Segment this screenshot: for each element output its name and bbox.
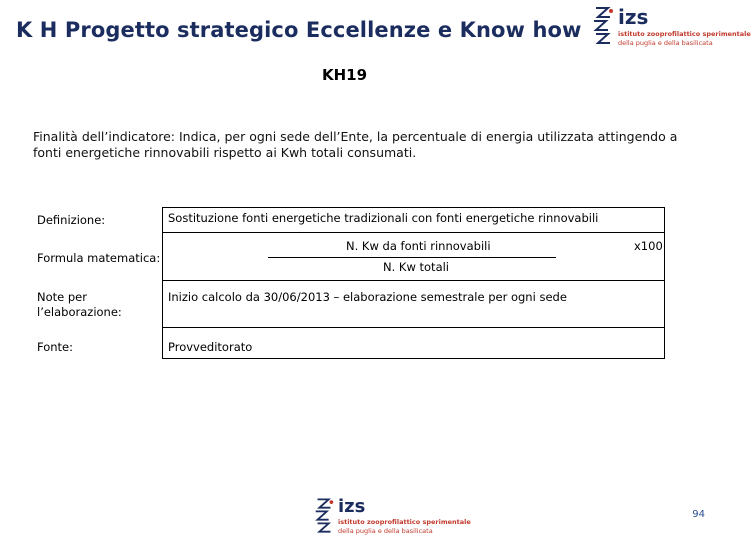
header-logo xyxy=(590,5,751,49)
definition-value: Sostituzione fonti energetiche tradizionali con fonti energetiche rinnovabili xyxy=(168,211,599,225)
izs-logo-mark-icon xyxy=(590,5,616,47)
notes-label: Note per l’elaborazione: xyxy=(37,290,122,319)
table-divider xyxy=(162,280,665,281)
footer-logo-line2: della puglia e della basilicata xyxy=(338,527,433,535)
formula-denominator: N. Kw totali xyxy=(383,260,450,274)
page-number: 94 xyxy=(692,509,705,520)
indicator-code: KH19 xyxy=(322,66,368,84)
header-logo-mark: izs xyxy=(618,5,649,29)
indicator-purpose: Finalità dell’indicatore: Indica, per ogni sede dell’Ente, la percentuale di energia utilizzata attingendo a fonti energetiche rinnovabili rispetto ai Kwh totali consumati. xyxy=(33,129,678,160)
source-label: Fonte: xyxy=(37,340,73,354)
formula-numerator: N. Kw da fonti rinnovabili xyxy=(346,239,491,253)
page-title: K H Progetto strategico Eccellenze e Know how xyxy=(16,18,582,42)
footer-logo-mark: izs xyxy=(338,496,366,517)
table-divider xyxy=(162,232,665,233)
header-logo-line2: della puglia e della basilicata xyxy=(618,39,713,47)
footer-logo-line1: istituto zooprofilattico sperimentale xyxy=(338,518,471,526)
header-logo-line1: istituto zooprofilattico sperimentale xyxy=(618,30,751,38)
formula-fraction-line xyxy=(268,257,556,258)
footer-logo xyxy=(312,496,471,540)
notes-value: Inizio calcolo da 30/06/2013 – elaborazione semestrale per ogni sede xyxy=(168,290,567,304)
izs-logo-mark-icon xyxy=(312,496,336,536)
definition-label: Definizione: xyxy=(37,213,106,227)
formula-multiplier: x100 xyxy=(634,239,663,253)
table-divider xyxy=(162,327,665,328)
formula-label: Formula matematica: xyxy=(37,251,161,265)
indicator-table-frame xyxy=(162,207,665,359)
source-value: Provveditorato xyxy=(168,340,253,354)
